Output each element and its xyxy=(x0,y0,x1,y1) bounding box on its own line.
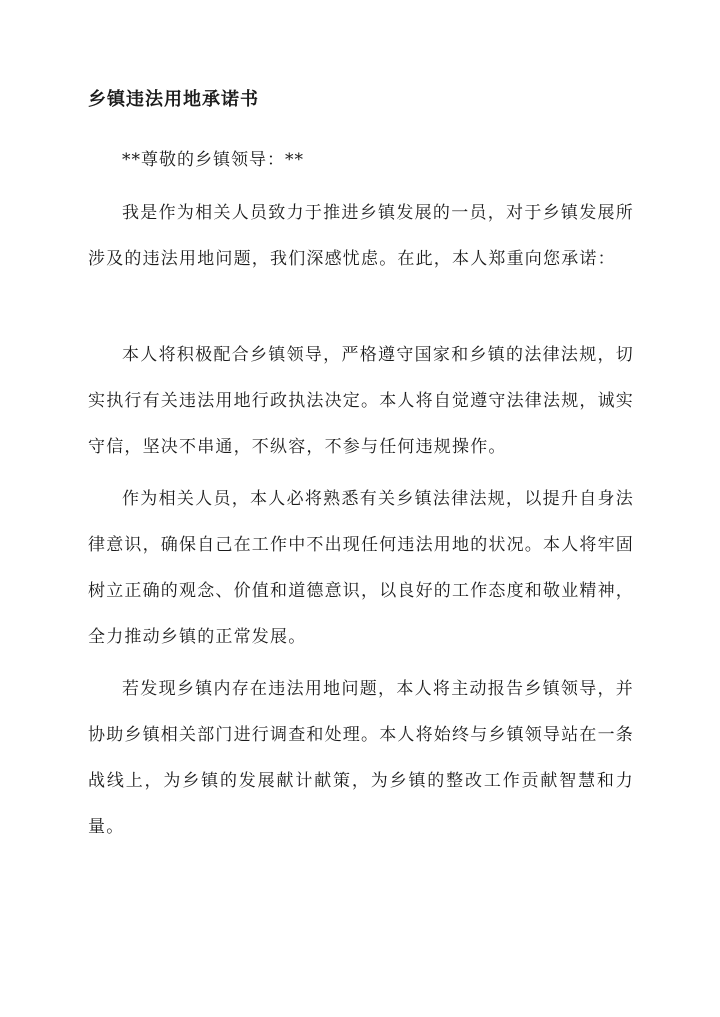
paragraph-reporting: 若发现乡镇内存在违法用地问题，本人将主动报告乡镇领导，并协助乡镇相关部门进行调查和处理。本人将始终与乡镇领导站在一条战线上，为乡镇的发展献计献策，为乡镇的整改工作贡献智慧和力量。 xyxy=(88,679,634,837)
paragraph-intro: 我是作为相关人员致力于推进乡镇发展的一员，对于乡镇发展所涉及的违法用地问题，我们深感忧虑。在此，本人郑重向您承诺： xyxy=(88,203,634,269)
paragraph-awareness: 作为相关人员，本人必将熟悉有关乡镇法律法规，以提升自身法律意识，确保自己在工作中不出现任何违法用地的状况。本人将牢固树立正确的观念、价值和道德意识，以良好的工作态度和敬业精神，全力推动乡镇的正常发展。 xyxy=(88,489,634,647)
document-title: 乡镇违法用地承诺书 xyxy=(88,89,259,110)
paragraph-compliance: 本人将积极配合乡镇领导，严格遵守国家和乡镇的法律法规，切实执行有关违法用地行政执法决定。本人将自觉遵守法律法规，诚实守信，坚决不串通，不纵容，不参与任何违规操作。 xyxy=(88,345,634,457)
salutation: **尊敬的乡镇领导：** xyxy=(122,150,304,170)
